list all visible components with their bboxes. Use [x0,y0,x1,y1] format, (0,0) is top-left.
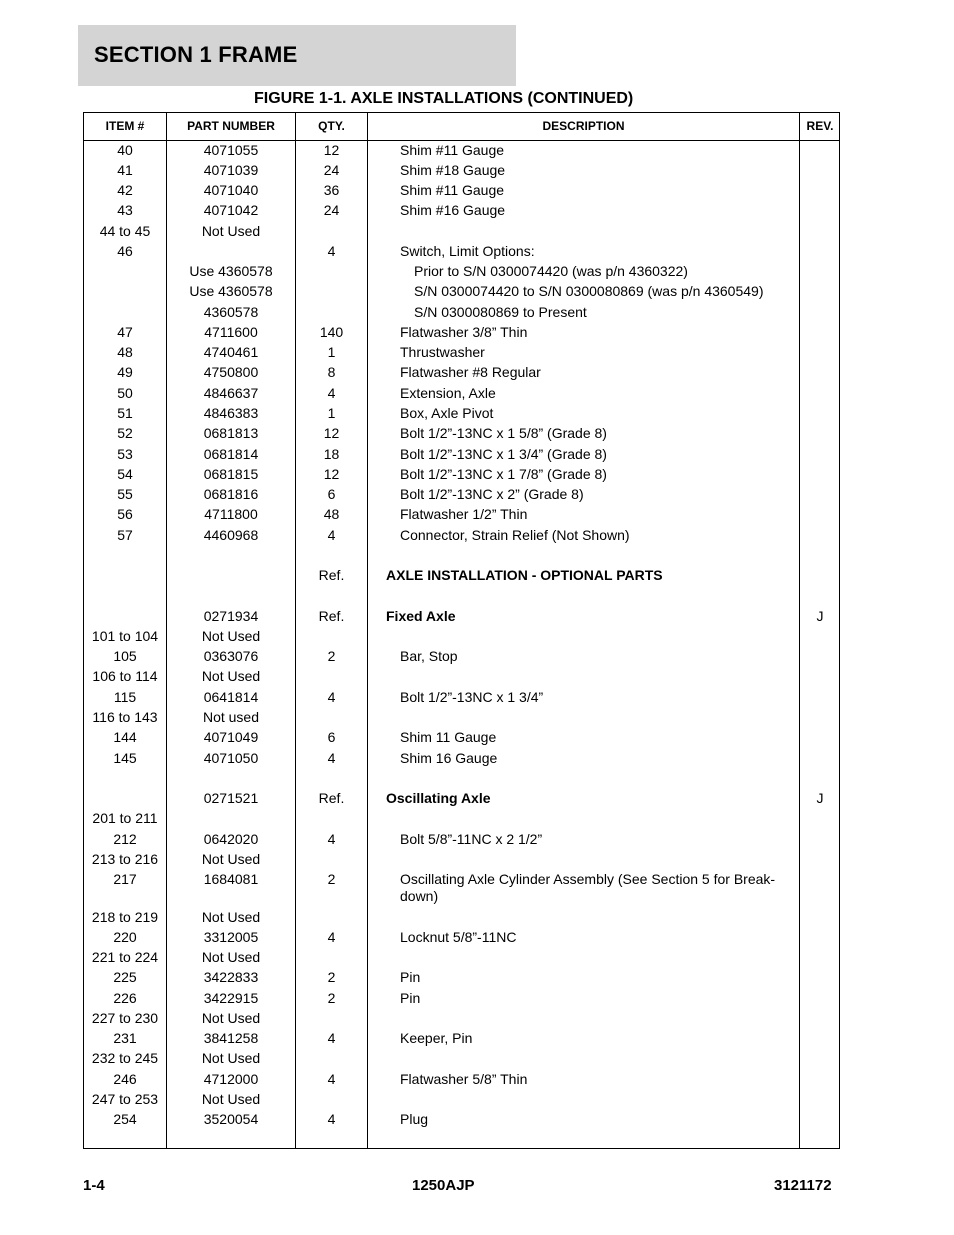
qty-cell: 8 [327,364,336,380]
item-cell: 43 [117,202,133,218]
qty-cell: 4 [327,689,336,705]
description-cell: Flatwasher #8 Regular [400,364,541,380]
part-number-cell: 3422833 [203,969,259,985]
qty-cell: 24 [323,202,340,218]
part-number-cell: 4711600 [204,324,258,340]
part-number-cell: Not used [202,709,260,725]
item-cell: 40 [117,142,133,158]
part-number-cell: 0681813 [203,425,259,441]
column-header-qty: QTY. [318,119,345,133]
item-cell: 116 to 143 [92,709,158,725]
part-number-cell: Use 4360578 [189,263,273,279]
item-cell: 52 [117,425,133,441]
part-number-cell: Not Used [201,1050,261,1066]
description-cell: Shim #11 Gauge [400,182,505,198]
qty-cell: 4 [327,1030,336,1046]
model-number: 1250AJP [412,1177,475,1194]
qty-cell: 18 [323,446,340,462]
part-number-cell: Not Used [201,1091,261,1107]
qty-cell: Ref. [318,608,345,624]
item-cell: 41 [117,162,133,178]
item-cell: 246 [113,1071,137,1087]
description-cell: Shim 11 Gauge [400,729,497,745]
column-header-rev: REV. [806,119,834,133]
qty-cell: 2 [327,648,336,664]
item-cell: 101 to 104 [91,628,159,644]
description-cell: S/N 0300080869 to Present [414,304,587,320]
part-number-cell: 4750800 [203,364,259,380]
description-cell: Bolt 1/2”-13NC x 1 5/8” (Grade 8) [400,425,607,441]
item-cell: 106 to 114 [92,668,158,684]
description-cell: Switch, Limit Options: [400,243,535,259]
item-cell: 145 [113,750,137,766]
part-number-cell: 0642020 [203,831,259,847]
description-cell: Shim #16 Gauge [400,202,506,218]
description-cell: Pin [400,990,421,1006]
item-cell: 44 to 45 [99,223,151,239]
part-number-cell: 3841258 [203,1030,259,1046]
item-cell: 144 [113,729,137,745]
description-cell: Shim #18 Gauge [400,162,506,178]
qty-cell: 36 [323,182,340,198]
item-cell: 227 to 230 [91,1010,159,1026]
part-number-cell: Not Used [201,223,261,239]
qty-cell: 2 [327,969,336,985]
item-cell: 220 [113,929,137,945]
qty-cell: Ref. [318,790,345,806]
part-number-cell: 3520054 [203,1111,259,1127]
qty-cell: 140 [319,324,344,340]
description-cell: Bolt 5/8”-11NC x 2 1/2” [400,831,543,847]
qty-cell: 4 [327,527,336,543]
description-cell: Flatwasher 5/8” Thin [400,1071,528,1087]
description-cell: Plug [400,1111,429,1127]
page-number: 1-4 [83,1177,105,1194]
part-number-cell: 0271934 [203,608,259,624]
description-cell: Bolt 1/2”-13NC x 2” (Grade 8) [400,486,584,502]
qty-cell: 2 [327,990,336,1006]
part-number-cell: 3312005 [203,929,259,945]
part-number-cell: 4360578 [203,304,259,320]
item-cell: 49 [117,364,133,380]
qty-cell: 4 [327,243,336,259]
item-cell: 232 to 245 [91,1050,159,1066]
qty-cell: Ref. [318,567,345,583]
section-title: SECTION 1 FRAME [94,42,298,67]
part-number-cell: Not Used [201,851,261,867]
description-cell: Flatwasher 1/2” Thin [400,506,528,522]
description-cell: Bar, Stop [400,648,458,664]
item-cell: 218 to 219 [91,909,159,925]
item-cell: 226 [113,990,137,1006]
description-cell: Bolt 1/2”-13NC x 1 3/4” [400,689,544,705]
item-cell: 46 [117,243,133,259]
part-number-cell: 4846383 [203,405,259,421]
item-cell: 55 [117,486,133,502]
part-number-cell: 4071050 [203,750,259,766]
column-divider [367,113,368,1148]
part-number-cell: 4460968 [203,527,259,543]
qty-cell: 4 [327,750,336,766]
item-cell: 213 to 216 [91,851,159,867]
qty-cell: 4 [327,831,336,847]
part-number-cell: 4071055 [203,142,259,158]
qty-cell: 6 [327,486,336,502]
qty-cell: 12 [323,425,340,441]
description-cell: Bolt 1/2”-13NC x 1 7/8” (Grade 8) [400,466,607,482]
part-number-cell: 4712000 [203,1071,259,1087]
description-cell: Pin [400,969,421,985]
item-cell: 47 [117,324,133,340]
rev-cell: J [816,608,824,624]
header-divider [84,140,839,141]
qty-cell: 4 [327,385,336,401]
part-number-cell: Not Used [201,909,261,925]
description-cell: Oscillating Axle Cylinder Assembly (See Section 5 for Break-down) [400,871,776,904]
description-cell: Box, Axle Pivot [400,405,494,421]
qty-cell: 12 [323,142,340,158]
item-cell: 225 [113,969,137,985]
item-cell: 221 to 224 [91,949,159,965]
part-number-cell: Not Used [201,668,261,684]
part-number-cell: Use 4360578 [189,283,273,299]
figure-title: FIGURE 1-1. AXLE INSTALLATIONS (CONTINUED) [254,90,634,107]
part-number-cell: 0641814 [203,689,259,705]
part-number-cell: 4071042 [203,202,259,218]
part-number-cell: 0681815 [203,466,259,482]
part-number-cell: 3422915 [203,990,259,1006]
description-cell: Shim #11 Gauge [400,142,505,158]
description-cell: AXLE INSTALLATION - OPTIONAL PARTS [386,567,663,583]
part-number-cell: 4071049 [203,729,259,745]
qty-cell: 24 [323,162,340,178]
column-divider [799,113,800,1148]
qty-cell: 6 [327,729,336,745]
qty-cell: 4 [327,929,336,945]
part-number-cell: 0363076 [203,648,259,664]
column-header-description: DESCRIPTION [542,119,625,133]
qty-cell: 4 [327,1111,336,1127]
part-number-cell: 0271521 [203,790,259,806]
item-cell: 201 to 211 [92,810,158,826]
description-cell: Oscillating Axle [386,790,491,806]
description-cell: Extension, Axle [400,385,496,401]
rev-cell: J [816,790,824,806]
part-number-cell: Not Used [201,1010,261,1026]
part-number-cell: 4071040 [203,182,259,198]
item-cell: 50 [117,385,133,401]
section-header [78,25,516,86]
part-number-cell: 4071039 [203,162,259,178]
description-cell: S/N 0300074420 to S/N 0300080869 (was p/n 4360549) [414,283,764,299]
item-cell: 115 [113,689,137,705]
qty-cell: 48 [323,506,340,522]
qty-cell: 1 [327,405,336,421]
item-cell: 56 [117,506,133,522]
description-cell: Fixed Axle [386,608,456,624]
description-cell: Prior to S/N 0300074420 (was p/n 4360322) [414,263,688,279]
item-cell: 51 [117,405,133,421]
column-header-part-number: PART NUMBER [187,119,275,133]
part-number-cell: 0681816 [203,486,259,502]
description-cell: Locknut 5/8”-11NC [400,929,517,945]
part-number-cell: Not Used [201,949,261,965]
document-number: 3121172 [774,1177,832,1194]
item-cell: 254 [113,1111,137,1127]
description-cell: Connector, Strain Relief (Not Shown) [400,527,630,543]
qty-cell: 12 [323,466,340,482]
item-cell: 42 [117,182,133,198]
description-cell: Thrustwasher [400,344,485,360]
item-cell: 54 [117,466,133,482]
item-cell: 217 [113,871,137,887]
description-cell: Bolt 1/2”-13NC x 1 3/4” (Grade 8) [400,446,607,462]
description-cell: Shim 16 Gauge [400,750,498,766]
part-number-cell: 4846637 [203,385,259,401]
description-cell: Flatwasher 3/8” Thin [400,324,528,340]
qty-cell: 4 [327,1071,336,1087]
part-number-cell: 0681814 [203,446,259,462]
parts-table [83,112,840,1149]
qty-cell: 2 [327,871,336,887]
part-number-cell: 4740461 [203,344,259,360]
item-cell: 212 [113,831,137,847]
item-cell: 57 [117,527,133,543]
item-cell: 247 to 253 [91,1091,159,1107]
part-number-cell: 1684081 [203,871,259,887]
item-cell: 53 [117,446,133,462]
qty-cell: 1 [327,344,336,360]
item-cell: 231 [113,1030,137,1046]
item-cell: 105 [113,648,137,664]
part-number-cell: Not Used [201,628,261,644]
item-cell: 48 [117,344,133,360]
description-cell: Keeper, Pin [400,1030,473,1046]
column-header-item: ITEM # [105,119,145,133]
part-number-cell: 4711800 [204,506,258,522]
